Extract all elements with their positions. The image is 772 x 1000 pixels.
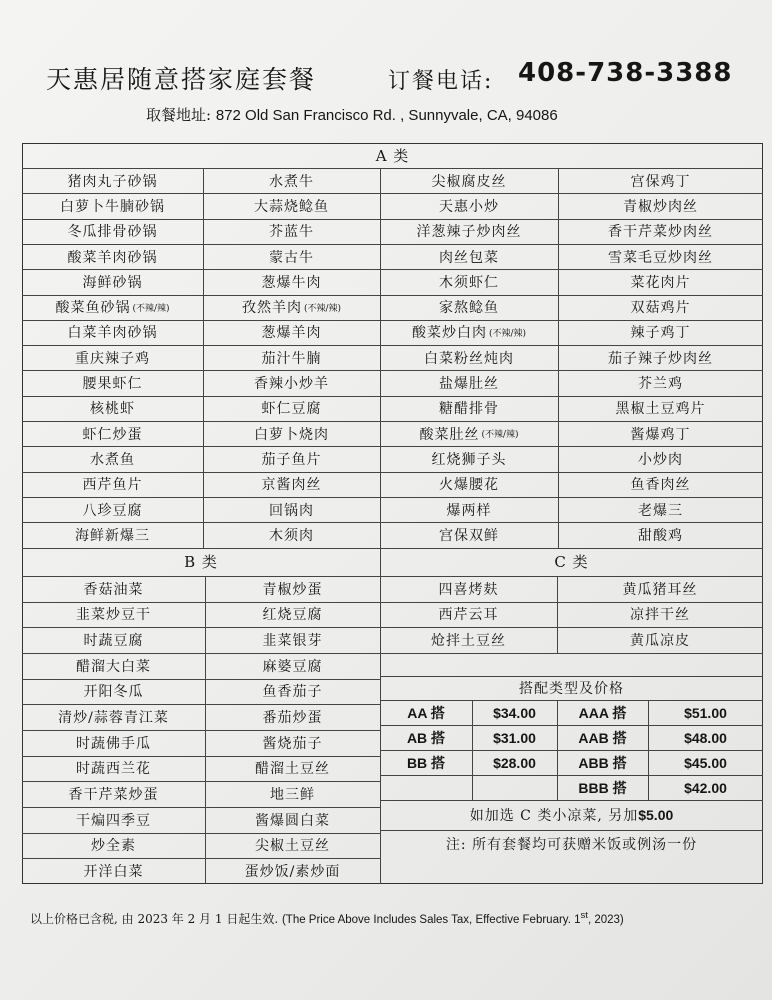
- menu-item: 地三鲜: [270, 787, 315, 804]
- complimentary-note: 注: 所有套餐均可获赠米饭或例汤一份: [445, 837, 698, 853]
- menu-item: 时蔬西兰花: [76, 761, 151, 778]
- table-rule: [22, 295, 763, 296]
- menu-item: 韭菜炒豆干: [76, 607, 151, 624]
- menu-item: 芥兰鸡: [638, 376, 683, 393]
- menu-item: 开洋白菜: [83, 864, 144, 881]
- menu-item: 双菇鸡片: [630, 300, 691, 317]
- table-rule: [203, 168, 204, 548]
- table-rule: [380, 168, 381, 548]
- menu-item: 重庆辣子鸡: [75, 350, 150, 367]
- table-rule: [380, 653, 763, 654]
- pickup-address-text: 872 Old San Francisco Rd. , Sunnyvale, CA, 94086: [215, 107, 558, 124]
- menu-item: 家熬鲶鱼: [439, 300, 499, 317]
- menu-item: 京酱肉丝: [261, 477, 322, 494]
- menu-item: 清炒/蒜蓉青江菜: [58, 710, 169, 727]
- footer-note-en: (The Price Above Includes Sales Tax, Effective February. 1st, 2023): [281, 910, 624, 926]
- menu-item: 白萝卜烧肉: [254, 426, 329, 443]
- combo-label: ABB 搭: [578, 754, 627, 771]
- table-rule: [22, 602, 380, 603]
- table-rule: [22, 472, 763, 473]
- menu-item: 糖醋排骨: [439, 401, 499, 418]
- combo-label: AAA 搭: [578, 704, 627, 721]
- table-rule: [22, 345, 763, 346]
- table-rule: [22, 781, 380, 782]
- menu-item: 木须虾仁: [439, 274, 499, 291]
- combo-label: AAB 搭: [578, 729, 627, 746]
- table-rule: [22, 320, 763, 321]
- menu-item: 番茄炒蛋: [262, 710, 323, 727]
- menu-item: 香干芹菜炒蛋: [68, 787, 159, 804]
- menu-item: 冬瓜排骨砂锅: [67, 224, 158, 241]
- combo-label: AA 搭: [407, 704, 445, 721]
- menu-item: 辣子鸡丁: [630, 325, 691, 342]
- menu-item: 茄汁牛腩: [261, 350, 322, 367]
- combo-label: BB 搭: [406, 754, 446, 771]
- menu-item: 时蔬豆腐: [83, 633, 144, 650]
- menu-item: 老爆三: [638, 502, 683, 519]
- table-rule: [22, 396, 763, 397]
- menu-item: 葱爆羊肉: [261, 325, 322, 342]
- menu-item: 时蔬佛手瓜: [76, 735, 151, 752]
- menu-item: 炒全素: [91, 838, 136, 855]
- menu-item: 猪肉丸子砂锅: [67, 173, 158, 190]
- table-rule: [22, 497, 763, 498]
- combo-price: $28.00: [493, 754, 536, 771]
- menu-item: 香菇油菜: [83, 581, 144, 598]
- combo-title: 搭配类型及价格: [519, 681, 624, 697]
- table-rule: [22, 244, 763, 245]
- menu-item: 蛋炒饭/素炒面: [244, 864, 341, 881]
- table-rule: [557, 700, 558, 800]
- menu-item: 海鲜新爆三: [75, 527, 150, 544]
- menu-item: 酸菜鱼砂锅 (不辣/辣): [55, 300, 170, 317]
- menu-item: 虾仁炒蛋: [82, 426, 143, 443]
- table-rule: [22, 704, 380, 705]
- menu-item: 红烧豆腐: [262, 607, 323, 624]
- menu-item: 腰果虾仁: [82, 376, 143, 393]
- table-rule: [22, 370, 763, 371]
- table-rule: [22, 858, 380, 859]
- menu-item: 酱爆鸡丁: [630, 426, 691, 443]
- menu-item: 酸菜羊肉砂锅: [67, 249, 158, 266]
- combo-price: $48.00: [684, 729, 727, 746]
- table-rule: [22, 627, 380, 628]
- combo-price: $34.00: [493, 704, 536, 721]
- table-rule: [22, 193, 763, 194]
- menu-item: 火爆腰花: [439, 477, 499, 494]
- menu-item: 开阳冬瓜: [83, 684, 144, 701]
- menu-item: 黑椒土豆鸡片: [615, 401, 706, 418]
- menu-item: 韭菜银芽: [262, 633, 323, 650]
- menu-item: 回锅肉: [269, 502, 314, 519]
- menu-item: 白菜羊肉砂锅: [67, 325, 158, 342]
- menu-item: 菜花肉片: [630, 274, 691, 291]
- menu-item: 尖椒土豆丝: [255, 838, 330, 855]
- menu-item: 西芹云耳: [438, 607, 499, 624]
- menu-title: 天惠居随意搭家庭套餐: [46, 65, 317, 94]
- menu-item: 八珍豆腐: [82, 502, 143, 519]
- menu-item: 香辣小炒羊: [254, 376, 329, 393]
- menu-item: 爆两样: [446, 502, 492, 519]
- combo-price: $31.00: [493, 729, 536, 746]
- table-rule: [22, 269, 763, 270]
- menu-item: 甜酸鸡: [638, 527, 683, 544]
- section-b-title: B 类: [184, 553, 218, 572]
- menu-item: 黄瓜猪耳丝: [622, 581, 698, 598]
- order-phone-label: 订餐电话:: [388, 69, 494, 94]
- menu-item: 西芹鱼片: [82, 477, 143, 494]
- table-rule: [22, 446, 763, 447]
- table-rule: [472, 700, 473, 800]
- menu-item: 小炒肉: [638, 451, 683, 468]
- order-phone-number: 408-738-3388: [518, 58, 733, 88]
- menu-item: 白菜粉丝炖肉: [424, 350, 514, 367]
- menu-item: 红烧狮子头: [431, 451, 507, 468]
- menu-item: 鱼香茄子: [262, 684, 323, 701]
- table-rule: [22, 653, 380, 654]
- menu-item: 尖椒腐皮丝: [431, 173, 507, 190]
- menu-item: 洋葱辣子炒肉丝: [416, 224, 522, 241]
- footer-note: [30, 910, 624, 927]
- menu-item: 酸菜肚丝 (不辣/辣): [419, 426, 519, 443]
- combo-price: $42.00: [684, 779, 727, 796]
- table-rule: [22, 421, 763, 422]
- table-rule: [205, 576, 206, 884]
- menu-item: 核桃虾: [90, 401, 135, 418]
- menu-item: 宫保鸡丁: [630, 173, 691, 190]
- combo-price: $51.00: [684, 704, 727, 721]
- menu-item: 白萝卜牛腩砂锅: [60, 198, 165, 215]
- table-rule: [380, 627, 763, 628]
- combo-label: [380, 775, 472, 800]
- menu-item: 四喜烤麸: [438, 581, 499, 598]
- table-rule: [380, 725, 763, 726]
- table-rule: [380, 750, 763, 751]
- menu-item: 葱爆牛肉: [261, 274, 322, 291]
- combo-price: $45.00: [684, 754, 727, 771]
- menu-item: 天惠小炒: [439, 198, 499, 215]
- table-rule: [22, 807, 380, 808]
- menu-item: 水煮鱼: [90, 451, 135, 468]
- table-rule: [648, 700, 649, 800]
- table-rule: [22, 756, 380, 757]
- menu-item: 黄瓜凉皮: [630, 632, 690, 649]
- menu-item: 木须肉: [269, 527, 314, 544]
- menu-item: 大蒜烧鲶鱼: [254, 198, 329, 215]
- table-rule: [380, 775, 763, 776]
- menu-item: 茄子鱼片: [261, 451, 322, 468]
- combo-label: AB 搭: [406, 729, 446, 746]
- table-rule: [558, 168, 559, 548]
- add-c-note: 如加选 C 类小凉菜, 另加 $5.00: [469, 807, 674, 824]
- menu-item: 醋溜大白菜: [76, 658, 151, 675]
- table-rule: [22, 730, 380, 731]
- pickup-address: [146, 104, 558, 125]
- menu-item: 青椒炒肉丝: [623, 198, 698, 215]
- footer-note-cn: 以上价格已含税, 由 2023 年 2 月 1 日起生效.: [30, 912, 279, 926]
- menu-item: 茄子辣子炒肉丝: [608, 350, 713, 367]
- table-rule: [557, 576, 558, 653]
- combo-price: [472, 775, 557, 800]
- table-rule: [22, 522, 763, 523]
- menu-item: 雪菜毛豆炒肉丝: [608, 249, 713, 266]
- menu-item: 酸菜炒白肉 (不辣/辣): [411, 325, 527, 342]
- menu-item: 干煸四季豆: [76, 812, 151, 829]
- menu-item: 肉丝包菜: [439, 249, 499, 266]
- menu-item: 香干芹菜炒肉丝: [608, 224, 713, 241]
- table-rule: [22, 219, 763, 220]
- pickup-address-label: 取餐地址:: [146, 106, 212, 124]
- menu-item: 盐爆肚丝: [439, 376, 499, 393]
- table-rule: [22, 679, 380, 680]
- menu-item: 蒙古牛: [269, 249, 314, 266]
- menu-item: 鱼香肉丝: [630, 477, 691, 494]
- menu-item: 孜然羊肉 (不辣/辣): [241, 300, 342, 317]
- menu-item: 凉拌干丝: [630, 607, 690, 624]
- menu-item: 芥蓝牛: [269, 224, 314, 241]
- menu-item: 酱烧茄子: [262, 735, 323, 752]
- menu-item: 宫保双鲜: [439, 527, 499, 544]
- table-rule: [380, 602, 763, 603]
- combo-label: BBB 搭: [578, 779, 627, 796]
- menu-item: 炝拌土豆丝: [431, 632, 506, 649]
- menu-item: 虾仁豆腐: [261, 401, 322, 418]
- menu-item: 酱爆圆白菜: [255, 812, 330, 829]
- section-a-title: A 类: [375, 147, 410, 165]
- menu-item: 海鲜砂锅: [82, 274, 143, 291]
- table-rule: [22, 833, 380, 834]
- menu-item: 水煮牛: [269, 173, 314, 190]
- menu-item: 麻婆豆腐: [262, 658, 323, 675]
- menu-item: 青椒炒蛋: [262, 581, 323, 598]
- section-c-title: C 类: [554, 553, 589, 572]
- menu-item: 醋溜土豆丝: [255, 761, 330, 778]
